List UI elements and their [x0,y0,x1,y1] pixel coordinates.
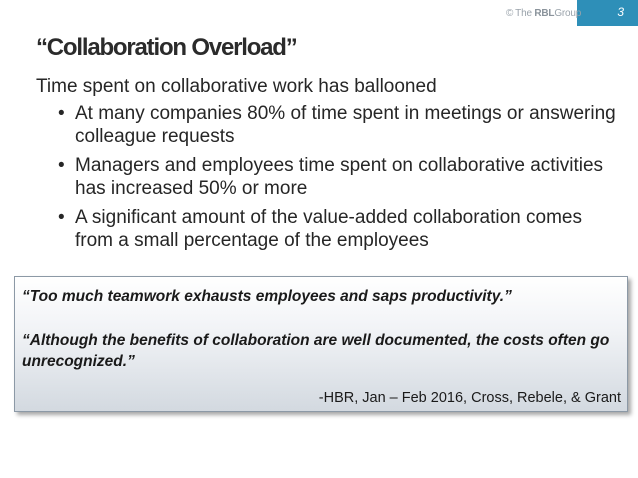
bullet-text: A significant amount of the value-added collaboration comes from a small percentage of the employees [75,207,582,251]
page-number-band [577,0,638,26]
bullet-item [58,102,618,148]
page-number: 3 [617,5,624,19]
quote-teamwork: “Too much teamwork exhausts employees and saps productivity.” [22,288,512,305]
copyright-symbol: © [506,8,514,19]
quote-collaboration-costs: “Although the benefits of collaboration are well documented, the costs often go unrecognized.” [22,332,610,370]
bullet-marker: • [58,103,65,124]
bullet-marker: • [58,155,65,176]
bullet-marker: • [58,207,65,228]
bullet-item [58,154,618,200]
logo-rbl: RBL [534,8,555,19]
bullet-text: At many companies 80% of time spent in meetings or answering colleague requests [75,103,616,147]
bullet-item [58,206,618,252]
lead-statement: Time spent on collaborative work has ballooned [36,76,437,97]
bullet-text: Managers and employees time spent on collaborative activities has increased 50% or more [75,155,604,199]
slide-title: “Collaboration Overload” [36,34,297,61]
bullet-list [58,102,618,258]
quote-attribution: -HBR, Jan – Feb 2016, Cross, Rebele, & Grant [318,390,621,406]
quote-box [14,276,628,412]
logo-group: Group [554,8,582,19]
rbl-group-logo [506,8,581,19]
logo-the: The [515,8,535,19]
